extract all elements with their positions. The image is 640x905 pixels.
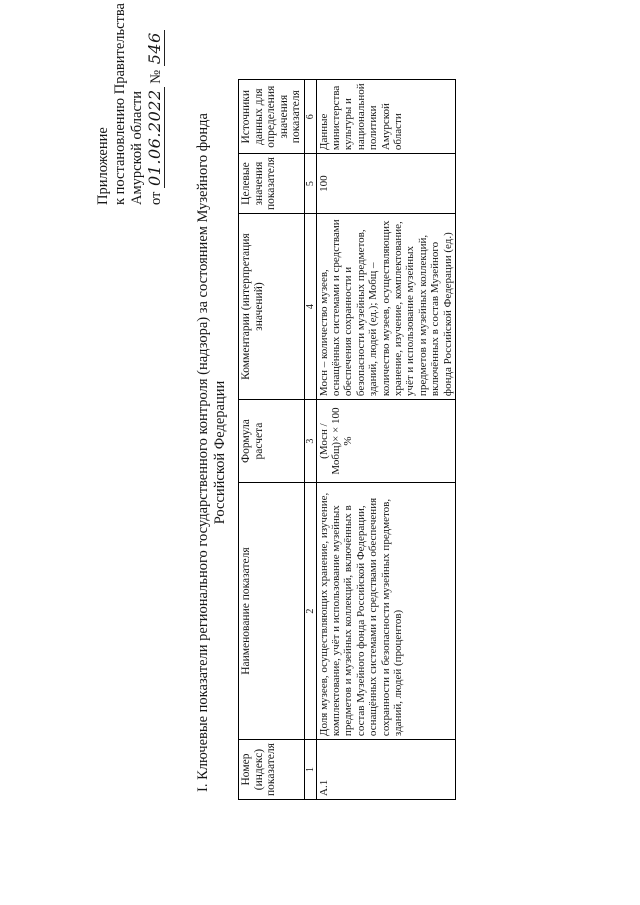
- column-number: 6: [304, 80, 316, 154]
- handwritten-number: 546: [145, 32, 164, 65]
- appendix-header: [95, 3, 165, 205]
- header-formula: Формула расчета: [239, 400, 305, 483]
- indicator-index: А.1: [316, 740, 455, 800]
- indicator-target: 100: [316, 154, 455, 214]
- column-number-row: [304, 80, 316, 800]
- indicator-comment: Мосн – количество музеев, оснащённых системами и средствами обеспечения сохранности и безопасности музейных предметов, зданий, людей (ед.); Мобщ – количество музеев, осуществляющих хранение, изучение, комплектование, учёт и использование музейных предметов и музейных коллекций, включённых в состав Музейного фонда Российской Федерации (ед.): [316, 214, 455, 400]
- indicator-formula: (Мосн / Мобщ)× × 100 %: [316, 400, 455, 483]
- column-number: 3: [304, 400, 316, 483]
- indicator-source: Данные министерства культуры и национальной политики Амурской области: [316, 80, 455, 154]
- section-title: [195, 0, 229, 905]
- indicators-table: [238, 79, 456, 800]
- from-label: от: [148, 191, 164, 205]
- indicator-name: Доля музеев, осуществляющих хранение, изучение, комплектование, учёт и использование музейных предметов и музейных коллекций, включённых в состав Музейного фонда Российской Федерации, оснащённых системами и средствами обеспечения сохранности и безопасности музейных предметов, зданий, людей (процентов): [316, 483, 455, 740]
- table-header-row: [239, 80, 305, 800]
- header-source: Источники данных для определения значения показателя: [239, 80, 305, 154]
- appendix-label: Приложение: [95, 127, 111, 205]
- header-comment: Комментарии (интерпретация значений): [239, 214, 305, 400]
- table-row: [316, 80, 455, 800]
- title-line-2: Российской Федерации: [212, 380, 228, 525]
- header-name: Наименование показателя: [239, 483, 305, 740]
- date-number-line: [146, 3, 165, 205]
- handwritten-date: 01.06.2022: [145, 89, 164, 186]
- column-number: 1: [304, 740, 316, 800]
- column-number: 4: [304, 214, 316, 400]
- resolution-reference: к постановлению Правительства: [112, 3, 128, 205]
- number-label: №: [148, 69, 164, 84]
- column-number: 2: [304, 483, 316, 740]
- region-name: Амурской области: [129, 91, 145, 205]
- title-line-1: I. Ключевые показатели регионального государственного контроля (надзора) за состоянием Музейного фонда: [195, 113, 211, 792]
- header-target: Целевые значения показателя: [239, 154, 305, 214]
- column-number: 5: [304, 154, 316, 214]
- header-index: Номер (индекс) показателя: [239, 740, 305, 800]
